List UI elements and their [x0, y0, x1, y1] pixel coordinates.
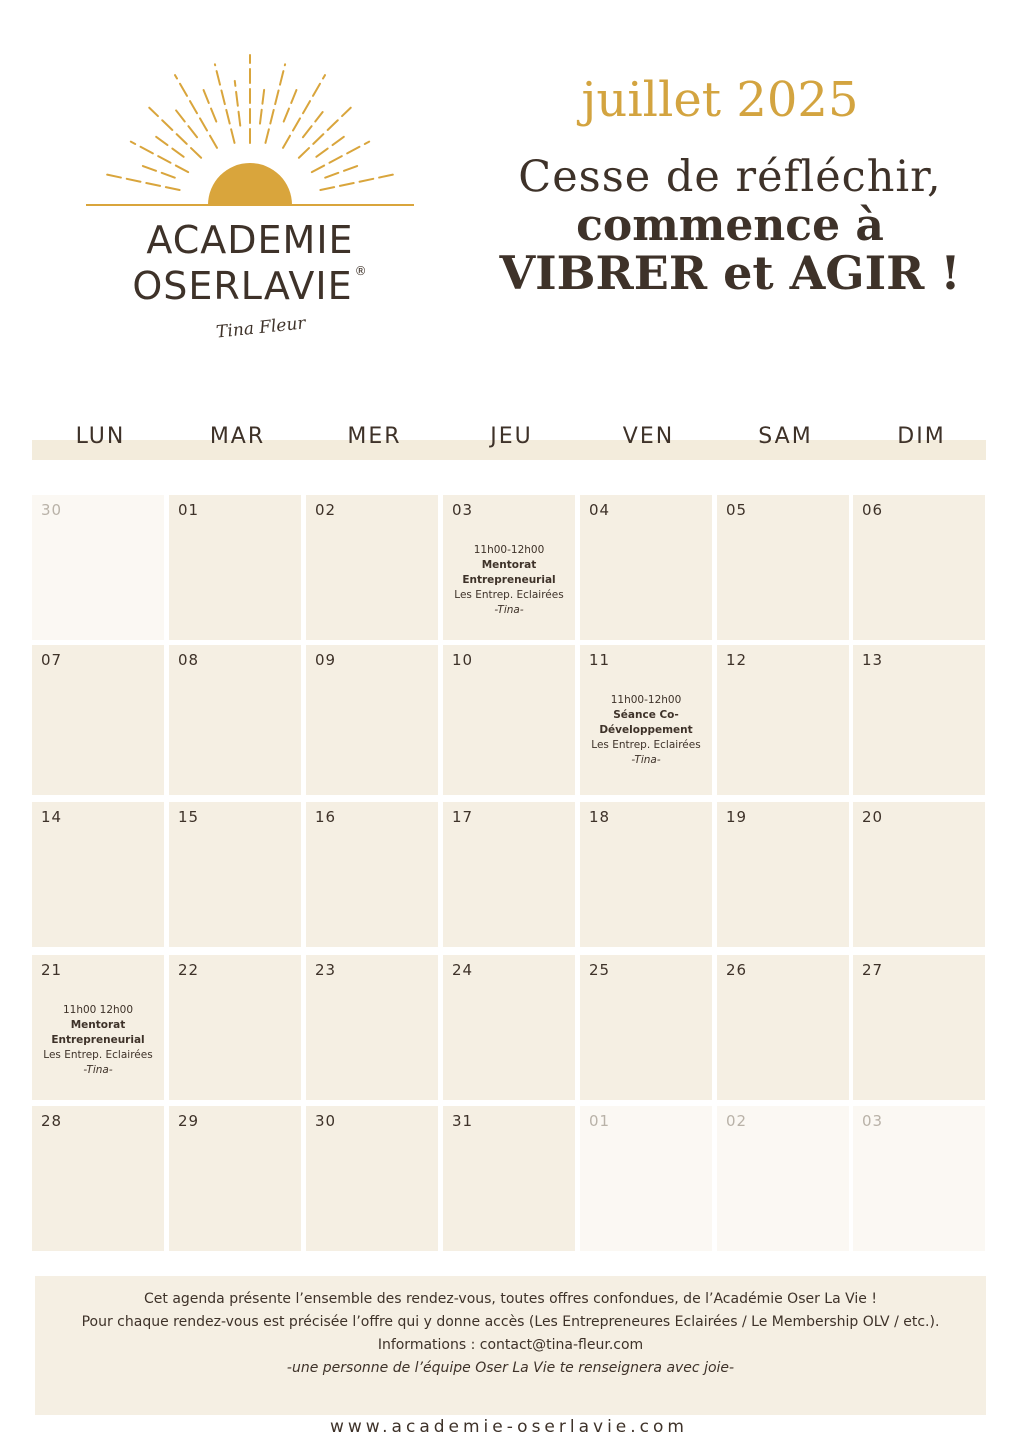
- footer-line-1: Cet agenda présente l’ensemble des rendez-vous, toutes offres confondues, de l’Académie Oser La Vie !: [144, 1291, 877, 1307]
- day-number: 05: [726, 501, 748, 519]
- day-number: 12: [726, 651, 748, 669]
- day-cell[interactable]: [169, 955, 301, 1100]
- day-number: 30: [315, 1112, 337, 1130]
- day-cell[interactable]: [853, 955, 985, 1100]
- weekday-dim: DIM: [897, 424, 946, 449]
- day-number: 09: [315, 651, 337, 669]
- day-cell[interactable]: [853, 495, 985, 640]
- day-number: 16: [315, 808, 337, 826]
- logo-line-2: OSERLAVIE ®: [132, 264, 368, 308]
- day-number: 08: [178, 651, 200, 669]
- event-block[interactable]: [580, 693, 712, 768]
- day-number: 24: [452, 961, 474, 979]
- day-number: 17: [452, 808, 474, 826]
- day-number: 04: [589, 501, 611, 519]
- month-title: juillet 2025: [581, 72, 859, 128]
- day-number: 30: [41, 501, 63, 519]
- day-number: 02: [315, 501, 337, 519]
- tagline-line-3: VIBRER et AGIR !: [499, 246, 961, 300]
- day-cell[interactable]: [580, 645, 712, 795]
- day-cell[interactable]: [306, 955, 438, 1100]
- day-number: 19: [726, 808, 748, 826]
- event-name: Séance Co-Développement: [599, 709, 693, 736]
- tagline-line-1: Cesse de réfléchir,: [518, 152, 942, 202]
- day-cell[interactable]: [169, 495, 301, 640]
- weekday-lun: LUN: [75, 424, 126, 449]
- day-cell[interactable]: [169, 802, 301, 947]
- weekday-mar: MAR: [209, 424, 266, 449]
- day-cell[interactable]: [853, 645, 985, 795]
- day-cell[interactable]: [32, 1106, 164, 1251]
- weekday-jeu: JEU: [490, 424, 533, 449]
- day-cell[interactable]: [443, 802, 575, 947]
- day-number: 31: [452, 1112, 474, 1130]
- day-cell[interactable]: [443, 645, 575, 795]
- event-time: 11h00-12h00: [610, 694, 682, 706]
- weekday-ven: VEN: [622, 424, 675, 449]
- day-number: 26: [726, 961, 748, 979]
- info-footer: [35, 1276, 986, 1415]
- day-cell[interactable]: [580, 802, 712, 947]
- day-number: 21: [41, 961, 63, 979]
- event-name: Mentorat Entrepreneurial: [462, 559, 556, 586]
- day-number: 25: [589, 961, 611, 979]
- day-cell[interactable]: [717, 645, 849, 795]
- event-block[interactable]: [32, 1003, 164, 1078]
- day-number: 23: [315, 961, 337, 979]
- event-host: -Tina-: [83, 1064, 113, 1076]
- day-cell[interactable]: [169, 1106, 301, 1251]
- footer-contact: Informations : contact@tina-fleur.com: [377, 1337, 644, 1353]
- day-cell[interactable]: [717, 495, 849, 640]
- day-number: 03: [452, 501, 474, 519]
- day-cell[interactable]: [32, 802, 164, 947]
- day-number: 06: [862, 501, 884, 519]
- signature: Tina Fleur: [215, 313, 307, 343]
- weekday-sam: SAM: [758, 424, 813, 449]
- day-cell[interactable]: [32, 645, 164, 795]
- day-number: 01: [178, 501, 200, 519]
- tagline-line-2: commence à: [576, 200, 884, 251]
- day-cell[interactable]: [32, 955, 164, 1100]
- day-cell[interactable]: [717, 802, 849, 947]
- academy-logo: [80, 50, 420, 360]
- day-cell[interactable]: [306, 645, 438, 795]
- event-name: Mentorat Entrepreneurial: [51, 1019, 145, 1046]
- day-cell[interactable]: [443, 1106, 575, 1251]
- event-time: 11h00 12h00: [62, 1004, 134, 1016]
- footer-line-2: Pour chaque rendez-vous est précisée l’offre qui y donne accès (Les Entrepreneures Eclairées / Le Membership OLV / etc.).: [81, 1314, 940, 1330]
- day-number: 07: [41, 651, 63, 669]
- day-number: 13: [862, 651, 884, 669]
- day-cell[interactable]: [853, 1106, 985, 1251]
- day-cell[interactable]: [853, 802, 985, 947]
- footer-note: -une personne de l’équipe Oser La Vie te renseignera avec joie-: [286, 1360, 735, 1376]
- day-number: 18: [589, 808, 611, 826]
- day-cell[interactable]: [580, 1106, 712, 1251]
- day-number: 01: [589, 1112, 611, 1130]
- event-time: 11h00-12h00: [473, 544, 545, 556]
- day-cell[interactable]: [717, 955, 849, 1100]
- day-cell[interactable]: [306, 802, 438, 947]
- day-cell[interactable]: [32, 495, 164, 640]
- day-number: 14: [41, 808, 63, 826]
- event-host: -Tina-: [494, 604, 524, 616]
- weekday-mer: MER: [347, 424, 402, 449]
- logo-line-1: ACADEMIE: [146, 218, 354, 262]
- day-number: 22: [178, 961, 200, 979]
- day-cell[interactable]: [717, 1106, 849, 1251]
- day-number: 29: [178, 1112, 200, 1130]
- event-offer: Les Entrep. Eclairées: [454, 589, 564, 601]
- day-number: 20: [862, 808, 884, 826]
- day-number: 03: [862, 1112, 884, 1130]
- event-block[interactable]: [443, 543, 575, 618]
- day-cell[interactable]: [169, 645, 301, 795]
- day-number: 15: [178, 808, 200, 826]
- day-cell[interactable]: [443, 495, 575, 640]
- day-number: 02: [726, 1112, 748, 1130]
- day-cell[interactable]: [443, 955, 575, 1100]
- day-cell[interactable]: [580, 495, 712, 640]
- website-url: www.academie-oserlavie.com: [330, 1417, 688, 1437]
- registered-mark: ®: [354, 264, 368, 278]
- sun-icon: [80, 50, 420, 220]
- day-number: 28: [41, 1112, 63, 1130]
- day-number: 10: [452, 651, 474, 669]
- day-number: 27: [862, 961, 884, 979]
- day-number: 11: [589, 651, 611, 669]
- day-cell[interactable]: [306, 1106, 438, 1251]
- day-cell[interactable]: [580, 955, 712, 1100]
- event-offer: Les Entrep. Eclairées: [591, 739, 701, 751]
- event-host: -Tina-: [631, 754, 661, 766]
- event-offer: Les Entrep. Eclairées: [43, 1049, 153, 1061]
- day-cell[interactable]: [306, 495, 438, 640]
